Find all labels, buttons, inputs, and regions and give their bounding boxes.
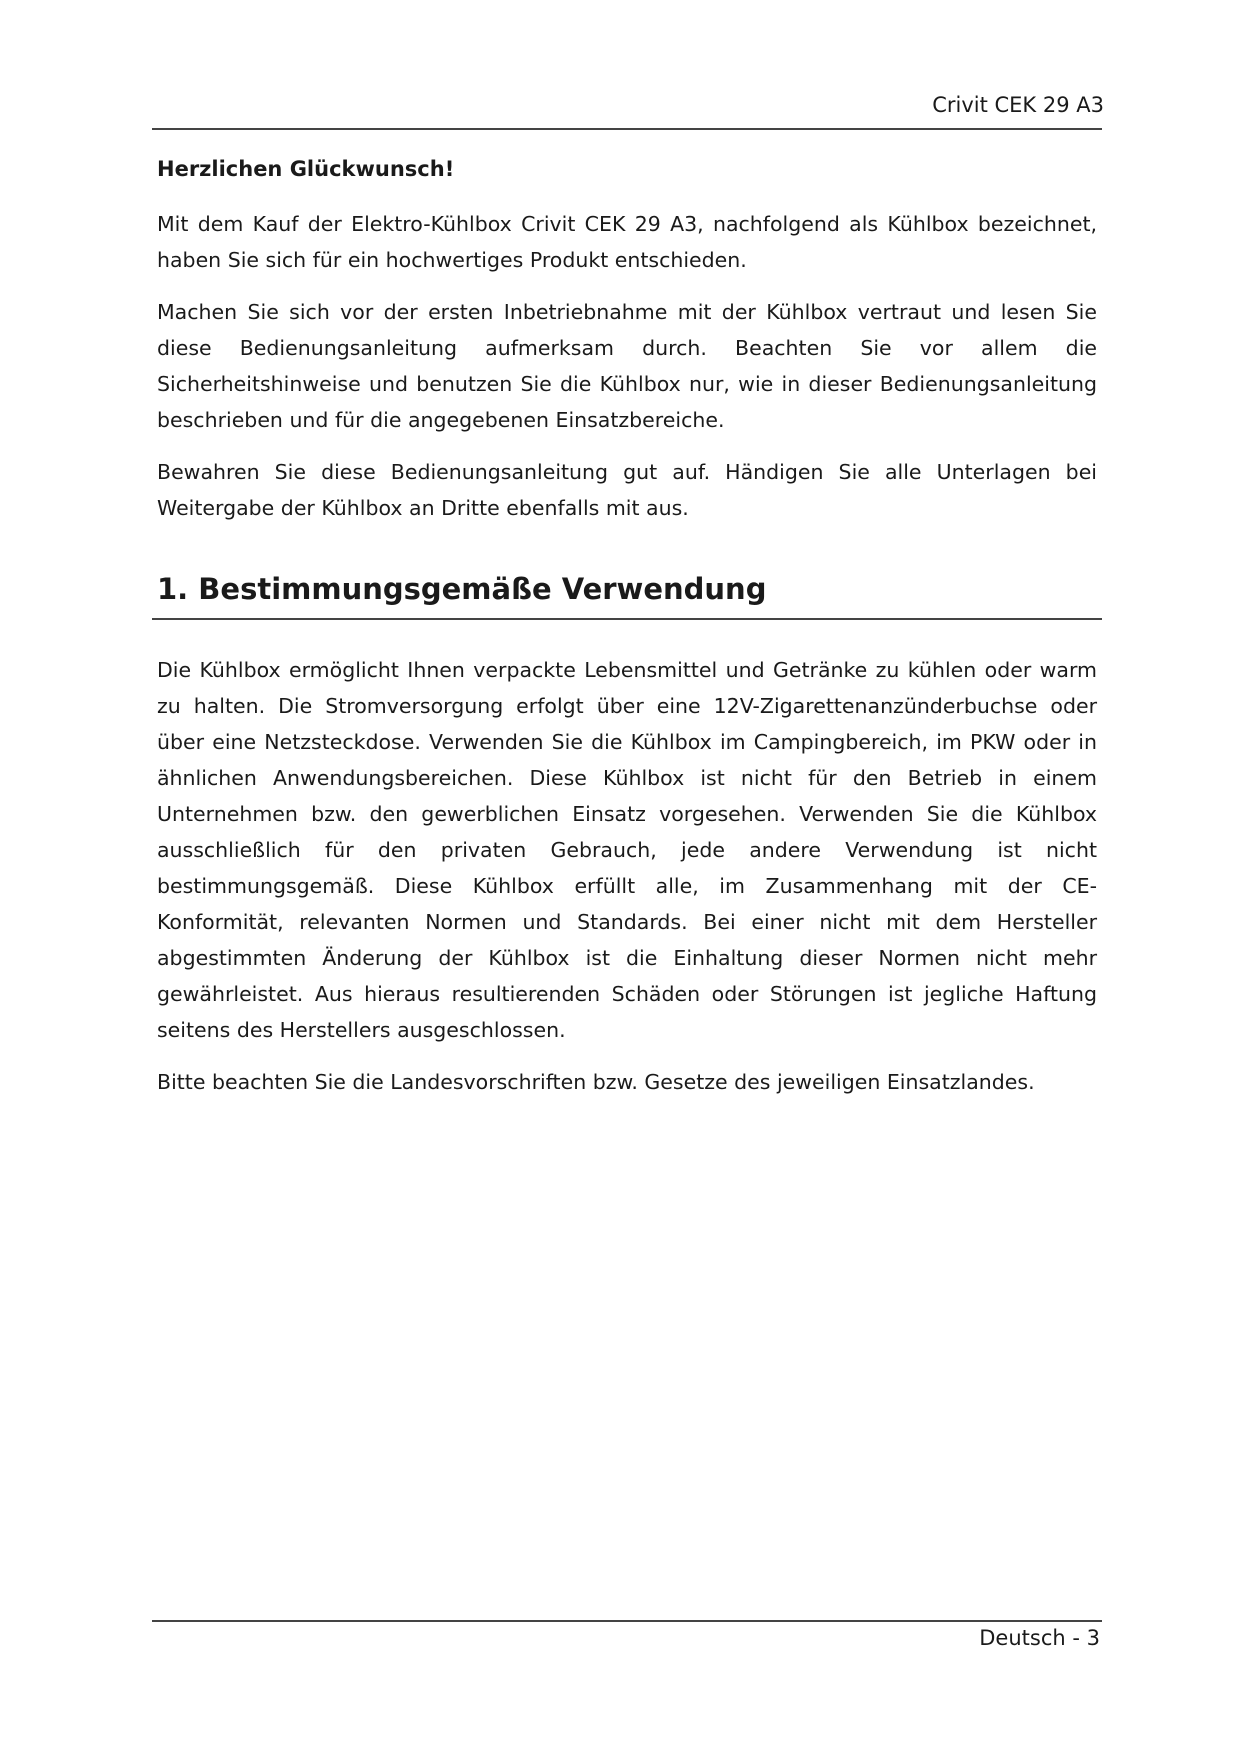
section-title: 1. Bestimmungsgemäße Verwendung	[157, 572, 767, 606]
section-paragraph-1: Die Kühlbox ermöglicht Ihnen verpackte Lebensmittel und Getränke zu kühlen oder warm zu halten. Die Stromversorgung erfolgt über eine 12V-Zigarettenanzünderbuchse oder über eine Netzsteckdose. Verwenden Sie die Kühlbox im Campingbereich, im PKW oder in ähnlichen Anwendungsbereichen. Diese Kühlbox ist nicht für den Betrieb in einem Unternehmen bzw. den gewerblichen Einsatz vorgesehen. Verwenden Sie die Kühlbox ausschließlich für den privaten Gebrauch, jede andere Verwendung ist nicht bestimmungsgemäß. Diese Kühlbox erfüllt alle, im Zusammenhang mit der CE-Konformität, relevanten Normen und Standards. Bei einer nicht mit dem Hersteller abgestimmten Änderung der Kühlbox ist die Einhaltung dieser Normen nicht mehr gewährleistet. Aus hieraus resultierenden Schäden oder Störungen ist jegliche Haftung seitens des Herstellers ausgeschlossen.	[157, 658, 1097, 1042]
section-divider	[152, 618, 1102, 620]
header-divider	[152, 128, 1102, 130]
intro-paragraph-3: Bewahren Sie diese Bedienungsanleitung gut auf. Händigen Sie alle Unterlagen bei Weitergabe der Kühlbox an Dritte ebenfalls mit aus.	[157, 460, 1097, 520]
section-body	[157, 652, 1097, 1116]
page-header-title: Crivit CEK 29 A3	[932, 93, 1104, 117]
intro-paragraph-1: Mit dem Kauf der Elektro-Kühlbox Crivit CEK 29 A3, nachfolgend als Kühlbox bezeichnet, haben Sie sich für ein hochwertiges Produkt entschieden.	[157, 212, 1097, 272]
intro-title: Herzlichen Glückwunsch!	[157, 157, 455, 181]
intro-paragraph-2: Machen Sie sich vor der ersten Inbetriebnahme mit der Kühlbox vertraut und lesen Sie diese Bedienungsanleitung aufmerksam durch. Beachten Sie vor allem die Sicherheitshinweise und benutzen Sie die Kühlbox nur, wie in dieser Bedienungsanleitung beschrieben und für die angegebenen Einsatzbereiche.	[157, 300, 1097, 432]
intro-section	[157, 206, 1097, 542]
page-footer-label: Deutsch - 3	[979, 1626, 1100, 1650]
footer-divider	[152, 1620, 1102, 1622]
section-paragraph-2: Bitte beachten Sie die Landesvorschriften bzw. Gesetze des jeweiligen Einsatzlandes.	[157, 1070, 1035, 1094]
